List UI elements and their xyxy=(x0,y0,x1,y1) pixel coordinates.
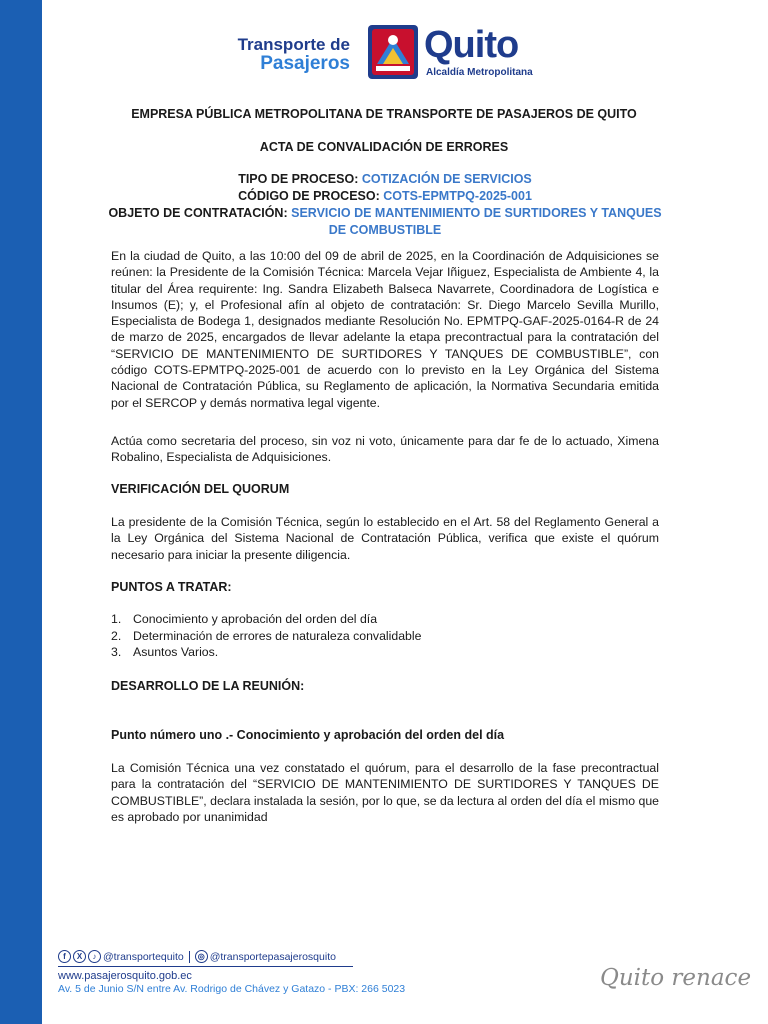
social-handle[interactable]: @transportepasajerosquito xyxy=(209,950,336,963)
social-divider xyxy=(189,951,190,963)
contract-object-value: SERVICIO DE MANTENIMIENTO DE SURTIDORES Y TANQUES DE COMBUSTIBLE xyxy=(291,206,662,237)
quito-crest-icon xyxy=(367,24,419,80)
act-title: ACTA DE CONVALIDACIÓN DE ERRORES xyxy=(259,140,509,154)
process-type-value: COTIZACIÓN DE SERVICIOS xyxy=(361,172,532,186)
process-code-label: CÓDIGO DE PROCESO: xyxy=(238,189,384,203)
quorum-heading: VERIFICACIÓN DEL QUORUM xyxy=(111,482,290,496)
point-one-paragraph: La Comisión Técnica una vez constatado el quórum, para el desarrollo de la fase precontractual para la contratación del “SERVICIO DE MANTENIMIENTO DE SURTIDORES Y TANQUES DE COMBUSTIBLE”, declara instalada la sesión, por lo que, se da lectura al orden del día el mismo que es aprobado por unanimidad xyxy=(111,761,659,824)
facebook-icon[interactable]: f xyxy=(58,950,71,963)
tiktok-icon[interactable]: ♪ xyxy=(88,950,101,963)
contract-object-label: OBJETO DE CONTRATACIÓN: xyxy=(108,206,292,220)
process-type-line xyxy=(105,171,665,188)
process-code-line xyxy=(105,188,665,205)
points-list xyxy=(111,611,421,661)
x-icon[interactable]: X xyxy=(73,950,86,963)
list-item: 3. Asuntos Varios. xyxy=(111,645,219,659)
alcaldia-subtitle: Alcaldía Metropolitana xyxy=(426,67,533,78)
development-heading: DESARROLLO DE LA REUNIÓN: xyxy=(111,679,305,693)
organization-title: EMPRESA PÚBLICA METROPOLITANA DE TRANSPORTE DE PASAJEROS DE QUITO xyxy=(131,107,637,121)
transporte-pasajeros-logo xyxy=(216,36,350,73)
points-heading: PUNTOS A TRATAR: xyxy=(111,580,232,594)
social-handle[interactable]: @transportequito xyxy=(103,950,184,963)
point-one-heading: Punto número uno .- Conocimiento y aprobación del orden del día xyxy=(111,728,505,742)
list-item: 2. Determinación de errores de naturaleza convalidable xyxy=(111,628,422,643)
brand-line-2: Pasajeros xyxy=(260,53,350,74)
footer-divider xyxy=(58,966,353,967)
secretary-paragraph: Actúa como secretaria del proceso, sin voz ni voto, únicamente para dar fe de lo actuado, Ximena Robalino, Especialista de Adquisiciones. xyxy=(111,434,659,465)
process-type-label: TIPO DE PROCESO: xyxy=(238,172,362,186)
footer-website[interactable]: www.pasajerosquito.gob.ec xyxy=(58,970,192,982)
instagram-icon[interactable]: ◎ xyxy=(195,950,208,963)
process-code-value: COTS-EPMTPQ-2025-001 xyxy=(383,189,532,203)
quito-renace-slogan: Quito renace xyxy=(600,965,752,991)
list-item: 1. Conocimiento y aprobación del orden del día xyxy=(111,612,378,626)
intro-paragraph: En la ciudad de Quito, a las 10:00 del 09 de abril de 2025, en la Coordinación de Adquisiciones se reúnen: la Presidente de la Comisión Técnica: Marcela Vejar Iñiguez, Especialista de Ambiente 4, la titular del Área requirente: Ing. Sandra Elizabeth Balseca Navarrete, Coordinadora de Logística e Insumos (E); y, el Profesional afín al objeto de contratación: Sr. Diego Marcelo Sevilla Murillo, Especialista de Bodega 1, designados mediante Resolución No. EPMTPQ-GAF-2025-0164-R de 24 de marzo de 2025, encargados de llevar adelante la etapa precontractual para la contratación del “SERVICIO DE MANTENIMIENTO DE SURTIDORES Y TANQUES DE COMBUSTIBLE”, con código COTS-EPMTPQ-2025-001 de acuerdo con lo previsto en la Ley Orgánica del Sistema Nacional de Contratación Pública, su Reglamento de aplicación, la Normativa Secundaria emitida por el SERCOP y demás normativa legal vigente. xyxy=(111,249,659,410)
social-links xyxy=(58,950,336,963)
contract-object-line xyxy=(105,205,665,239)
quorum-paragraph: La presidente de la Comisión Técnica, según lo establecido en el Art. 58 del Reglamento General a la Ley Orgánica del Sistema Nacional de Contratación Pública, verifica que existe el quórum necesario para iniciar la presente diligencia. xyxy=(111,515,659,562)
brand-line-1: Transporte de xyxy=(237,35,350,54)
quito-logo-text: Quito xyxy=(424,24,519,66)
footer-address: Av. 5 de Junio S/N entre Av. Rodrigo de Chávez y Gatazo - PBX: 266 5023 xyxy=(58,983,406,995)
